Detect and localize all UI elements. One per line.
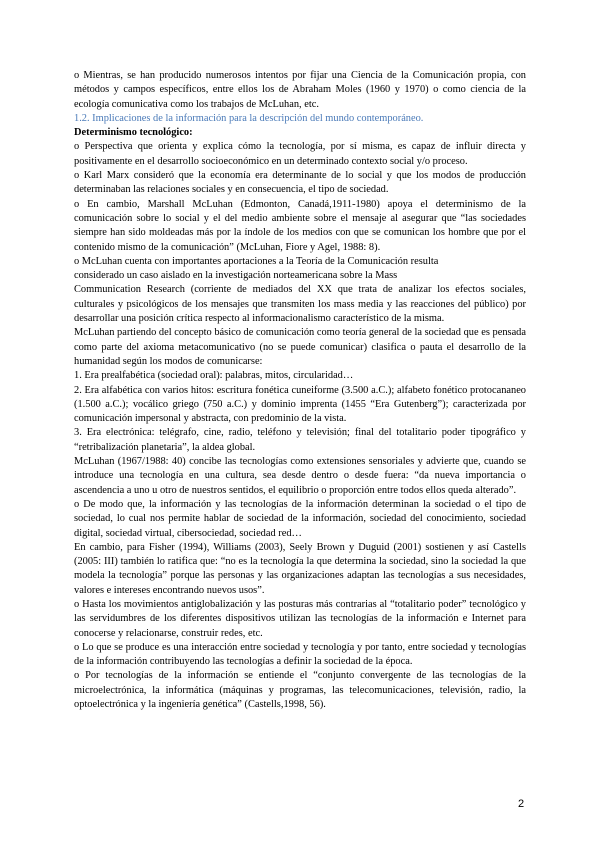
document-body (74, 69, 526, 712)
paragraph-concepto-basico: McLuhan partiendo del concepto básico de comunicación como teoría general de la sociedad que es pensada como parte del axioma metacomunicativo (no se puede comunicar) clasifica o pauta el desarrollo de la humanidad según los modos de comunicarse: (74, 327, 526, 367)
paragraph-perspectiva: o Perspectiva que orienta y explica cómo la tecnología, por sí misma, es capaz de influir directa y positivamente en el desarrollo socioeconómico en un determinado contexto social y/o proceso. (74, 141, 526, 167)
list-item-era-prealfabetica: 1. Era prealfabética (sociedad oral): palabras, mitos, circularidad… (74, 370, 354, 382)
paragraph-tecnologias-definicion: o Por tecnologías de la información se entiende el “conjunto convergente de las tecnologías de la microelectrónica, la informática (máquinas y programas, las telecomunicaciones, televisión, radio, la optoelectrónica y la ingeniería genética” (Castells,1998, 56). (74, 670, 526, 711)
list-item-era-electronica: 3. Era electrónica: telégrafo, cine, radio, teléfono y televisión; final del totalitario poder tipográfico y “retribalización planetaria”, la aldea global. (74, 427, 526, 453)
paragraph-mass-communication: Communication Research (corriente de mediados del XX que trata de analizar los efectos sociales, culturales y psicológicos de los mensajes que transmiten los mass media y las reacciones del público) por desarrollar una posición crítica respecto al informacionalismo característico de la misma. (74, 284, 526, 325)
paragraph-marx: o Karl Marx consideró que la economía era determinante de lo social y que los modos de producción determinaban las relaciones sociales y en consecuencia, el tipo de sociedad. (74, 170, 526, 196)
paragraph-caso-aislado: considerado un caso aislado en la investigación norteamericana sobre la Mass (74, 270, 398, 282)
paragraph-mcluhan-aportaciones: o McLuhan cuenta con importantes aportaciones a la Teoría de la Comunicación resulta (74, 255, 439, 267)
paragraph-moles: o Mientras, se han producido numerosos intentos por fijar una Ciencia de la Comunicación propia, con métodos y campos específicos, entre ellos los de Abraham Moles (1960 y 1970) o como ciencia de la ecología comunicativa como los trabajos de McLuhan, etc. (74, 70, 526, 110)
page-number: 2 (518, 798, 525, 810)
list-item-era-alfabetica: 2. Era alfabética con varios hitos: escritura fonética cuneiforme (3.500 a.C.); alfabeto fonético protocananeo (1.500 a.C.); vocálico griego (750 a.C.) y dominio imprenta (1455 “Era Gutenberg”); caracterizada por comunicación impersonal y abstracta, con predominio de la vista. (74, 384, 526, 425)
section-heading-link[interactable]: 1.2. Implicaciones de la información para la descripción del mundo contemporáneo. (74, 112, 424, 124)
paragraph-extensiones: McLuhan (1967/1988: 40) concibe las tecnologías como extensiones sensoriales y advierte que, cuando se introduce una tecnología en una cultura, sea desde dentro o desde fuera: “da nueva importancia o ascendencia a uno u otro de nuestros sentidos, el equilibrio o proporción entre todos ellos queda alterado”. (74, 456, 526, 496)
paragraph-mcluhan-determinismo: o En cambio, Marshall McLuhan (Edmonton, Canadá,1911-1980) apoya el determinismo de la comunicación sobre lo social y el del medio ambiente sobre el mensaje al asegurar que “las sociedades siempre han sido moldeadas más por la índole de los medios con que se comunican los hombre que por el contenido mismo de la comunicación” (McLuhan, Fiore y Agel, 1988: 8). (74, 198, 526, 253)
paragraph-interaccion: o Lo que se produce es una interacción entre sociedad y tecnología y por tanto, entre sociedad y tecnologías de la información contribuyendo las tecnologías a definir la sociedad de la época. (74, 641, 526, 668)
paragraph-antiglobalizacion: o Hasta los movimientos antiglobalización y las posturas más contrarias al “totalitario poder” tecnológico y las servidumbres de los diferentes dispositivos utilizan las tecnologías de la información e Internet para conocerse y relacionarse, construir redes, etc. (74, 598, 526, 639)
subheading-determinismo: Determinismo tecnológico: (74, 127, 193, 139)
paragraph-sociedad-informacion: o De modo que, la información y las tecnologías de la información determinan la sociedad o el tipo de sociedad, lo cual nos permite hablar de sociedad de la información, sociedad del conocimiento, sociedad digital, sociedad virtual, cibersociedad, sociedad red… (74, 498, 526, 539)
paragraph-fisher-castells: En cambio, para Fisher (1994), Williams (2003), Seely Brown y Duguid (2001) sostienen y así Castells (2005: III) también lo ratifica que: “no es la tecnología la que determina la sociedad, sino la sociedad la que modela la tecnología” porque las personas y las organizaciones adaptan las tecnologías a sus necesidades, valores e intereses encontrando nuevos usos”. (74, 541, 526, 596)
